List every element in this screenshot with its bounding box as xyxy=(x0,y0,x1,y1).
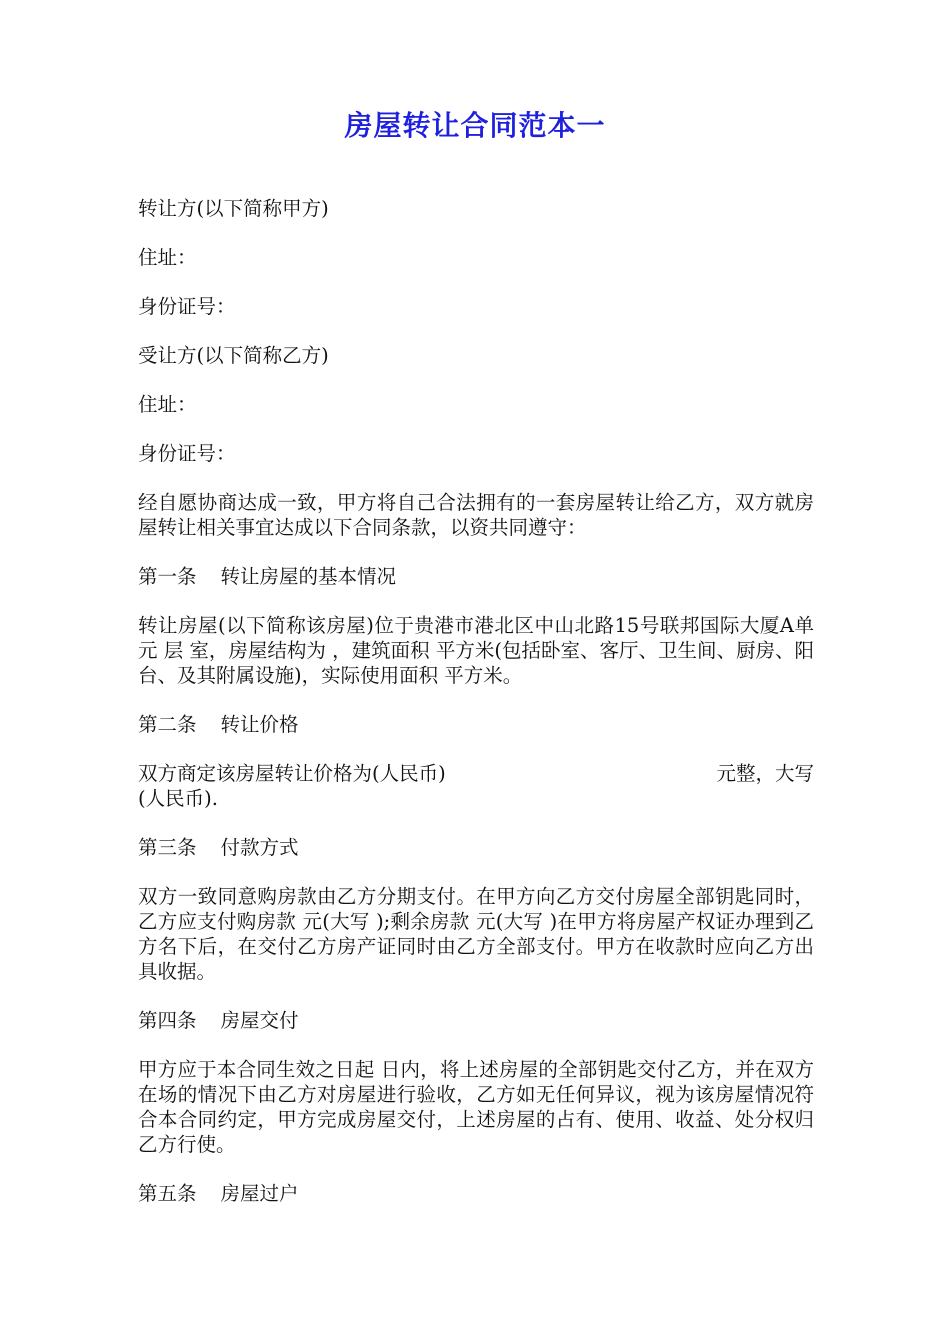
article-number: 第五条 xyxy=(138,1182,197,1205)
party-b-label: 受让方(以下简称乙方) xyxy=(138,344,329,367)
article-1-text: 转让房屋(以下简称该房屋)位于贵港市港北区中山北路15号联邦国际大厦A单元 层 室，房屋结构为 ，建筑面积 平方米(包括卧室、客厅、卫生间、厨房、阳台、及其附属设施)，实际使用面积 平方米。 xyxy=(138,614,814,687)
party-a-id: 身份证号： xyxy=(138,295,236,318)
article-4-heading xyxy=(138,1008,814,1033)
party-b-id: 身份证号： xyxy=(138,442,236,465)
document-title: 房屋转让合同范本一 xyxy=(344,109,606,142)
price-text-start: 双方商定该房屋转让价格为(人民币) xyxy=(138,762,446,785)
document-body xyxy=(138,196,814,1230)
party-a-address: 住址： xyxy=(138,246,197,269)
article-number: 第一条 xyxy=(138,565,197,588)
article-title: 转让房屋的基本情况 xyxy=(220,565,397,588)
intro-paragraph: 经自愿协商达成一致，甲方将自己合法拥有的一套房屋转让给乙方，双方就房屋转让相关事宜达成以下合同条款，以资共同遵守： xyxy=(138,491,814,539)
party-a-label: 转让方(以下简称甲方) xyxy=(138,197,329,220)
article-title: 转让价格 xyxy=(220,713,299,736)
article-title: 房屋过户 xyxy=(220,1182,299,1205)
article-5-heading xyxy=(138,1181,814,1206)
article-3-text: 双方一致同意购房款由乙方分期支付。在甲方向乙方交付房屋全部钥匙同时，乙方应支付购房款 元(大写 );剩余房款 元(大写 )在甲方将房屋产权证办理到乙方名下后，在交付乙方房产证同时由乙方全部支付。甲方在收款时应向乙方出具收据。 xyxy=(138,885,814,983)
article-2-text xyxy=(138,761,814,811)
article-title: 付款方式 xyxy=(220,836,299,859)
article-1-heading xyxy=(138,564,814,589)
party-b-address: 住址： xyxy=(138,393,197,416)
price-line xyxy=(138,761,814,786)
article-number: 第三条 xyxy=(138,836,197,859)
article-number: 第四条 xyxy=(138,1009,197,1032)
article-number: 第二条 xyxy=(138,713,197,736)
article-4-text: 甲方应于本合同生效之日起 日内，将上述房屋的全部钥匙交付乙方，并在双方在场的情况下由乙方对房屋进行验收，乙方如无任何异议，视为该房屋情况符合本合同约定，甲方完成房屋交付，上述房屋的占有、使用、收益、处分权归乙方行使。 xyxy=(138,1058,814,1156)
price-text-amount: 元整，大写 xyxy=(716,762,814,785)
article-title: 房屋交付 xyxy=(220,1009,299,1032)
article-2-heading xyxy=(138,712,814,737)
article-3-heading xyxy=(138,835,814,860)
price-text-end: (人民币). xyxy=(138,787,218,810)
